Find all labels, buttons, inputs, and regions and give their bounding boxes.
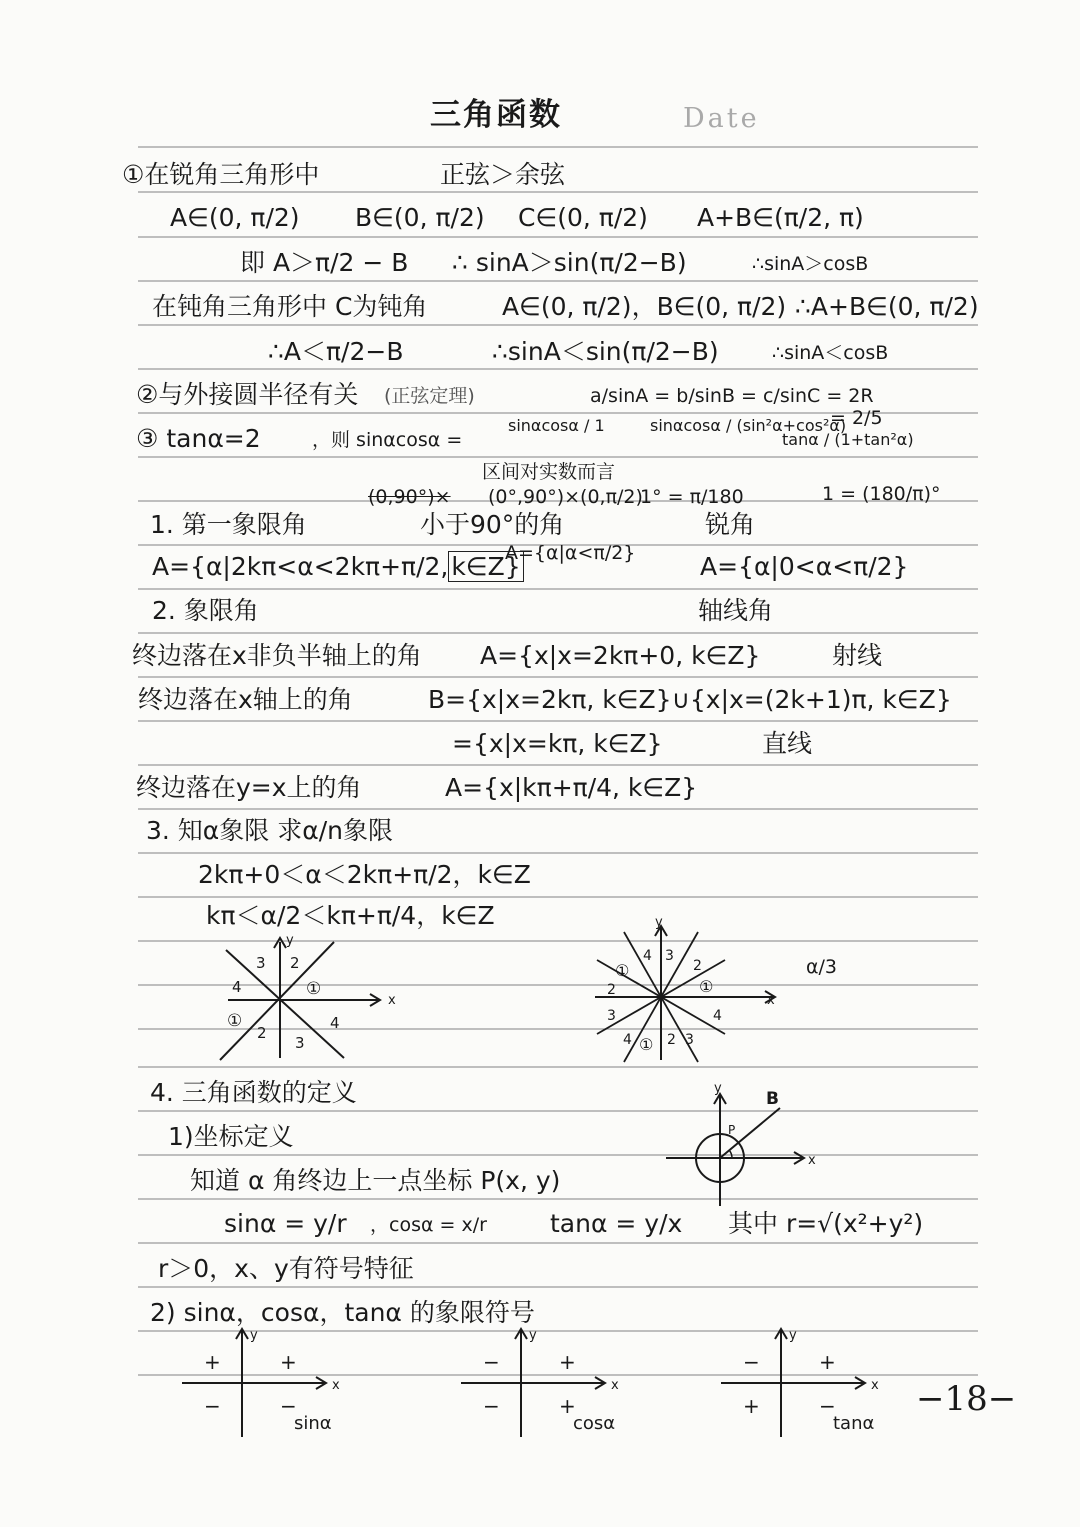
sign-chart-label: sinα	[294, 1413, 332, 1434]
region-label: 4	[330, 1014, 340, 1032]
definition-sub1: 1)坐标定义	[168, 1122, 294, 1151]
sin-step: ∴ sinA＞sin(π/2−B)	[452, 248, 687, 277]
half-angle-ineq2: kπ＜α/2＜kπ+π/4，k∈Z	[206, 901, 495, 930]
section3-then: ，则 sinαcosα =	[312, 429, 463, 451]
x-label: x	[808, 1153, 816, 1168]
region-label: 3	[607, 1008, 616, 1024]
deduce-line: 即 A＞π/2 − B	[240, 248, 409, 277]
point-text: 知道 α 角终边上一点坐标 P(x, y)	[190, 1166, 561, 1195]
third-angle-figure	[585, 910, 795, 1070]
page-title: 三角函数	[430, 97, 562, 133]
quadrant-sign: −	[819, 1394, 836, 1418]
degree-struck: (0,90°)×	[368, 486, 451, 508]
sign-chart-label: tanα	[833, 1413, 875, 1434]
expr-2: sinαcosα / (sin²α+cos²α)	[650, 416, 847, 435]
sign-chart	[455, 1325, 625, 1440]
obtuse-deduce: ∴A＜π/2−B	[268, 337, 404, 366]
expr-3: tanα / (1+tan²α)	[782, 430, 914, 449]
row1-set: A={x|x=2kπ+0, k∈Z}	[480, 641, 761, 670]
quadrant-sign: +	[819, 1350, 836, 1374]
quadrant-sign: −	[204, 1394, 221, 1418]
definition-sub2: 2) sinα，cosα，tanα 的象限符号	[150, 1298, 535, 1327]
sin-def: sinα = y/r	[224, 1209, 347, 1238]
page-number: −18−	[916, 1379, 1017, 1419]
less-than-90: 小于90°的角	[420, 510, 565, 539]
quadrant-sign: +	[280, 1350, 297, 1374]
axis-label: 轴线角	[698, 596, 774, 625]
cos-def: ，cosα = x/r	[370, 1214, 487, 1236]
obtuse-sum: ∴A+B∈(0, π/2)	[795, 292, 979, 321]
region-label: 2	[257, 1024, 267, 1042]
region-label: 3	[256, 954, 266, 972]
x-label: x	[332, 1378, 340, 1393]
row1-note: 射线	[832, 641, 883, 670]
region-label: 4	[232, 978, 242, 996]
quadrant-sign: −	[483, 1350, 500, 1374]
obtuse-result: ∴sinA＜cosB	[772, 342, 889, 364]
region-label: ①	[639, 1035, 654, 1054]
half-angle-ineq1: 2kπ+0＜α＜2kπ+π/2，k∈Z	[198, 860, 531, 889]
point-p-label: P	[728, 1123, 736, 1137]
section2-note: (正弦定理)	[384, 385, 475, 407]
region-label: ①	[615, 961, 630, 980]
one-radian: 1 = (180/π)°	[822, 483, 941, 505]
one-degree: 1° = π/180	[640, 486, 744, 508]
region-label: ①	[699, 977, 714, 996]
x-label: x	[767, 993, 775, 1008]
sine-law-formula: a/sinA = b/sinB = c/sinC = 2R	[590, 385, 874, 407]
sign-chart-label: cosα	[573, 1413, 616, 1434]
unit-circle-figure	[662, 1082, 822, 1212]
region-label: 4	[713, 1008, 722, 1024]
region-label: ①	[306, 979, 322, 999]
section1-heading: ①在锐角三角形中	[122, 160, 320, 189]
half-angle-heading: 3. 知α象限 求α/n象限	[146, 816, 393, 845]
quadrant-sign: −	[280, 1394, 297, 1418]
x-label: x	[388, 993, 396, 1008]
axis-heading: 2. 象限角	[152, 596, 259, 625]
section3-given: ③ tanα=2	[136, 424, 261, 453]
quadrant-sign: +	[559, 1350, 576, 1374]
domain-b: B∈(0, π/2)	[355, 203, 485, 232]
region-label: 2	[693, 958, 702, 974]
region-label: 2	[607, 982, 616, 998]
region-label: 3	[295, 1034, 305, 1052]
tan-def: tanα = y/x	[550, 1209, 683, 1238]
sign-chart	[176, 1325, 346, 1440]
degree-caption: 区间对实数而言	[482, 461, 616, 483]
y-label: y	[789, 1328, 797, 1343]
angle-arc	[729, 1150, 732, 1158]
x-label: x	[611, 1378, 619, 1393]
quadrant-sign: −	[483, 1394, 500, 1418]
quadrant-sign: +	[743, 1394, 760, 1418]
set-first-k: k∈Z}	[448, 551, 523, 582]
quadrant-sign: +	[559, 1394, 576, 1418]
y-label: y	[529, 1328, 537, 1343]
row3-label: 终边落在y=x上的角	[136, 773, 362, 802]
set-first-main: A={α|2kπ<α<2kπ+π/2,	[152, 552, 449, 581]
diagonal-1	[226, 950, 344, 1058]
obtuse-domains: A∈(0, π/2)，B∈(0, π/2)	[502, 292, 787, 321]
region-label: 2	[290, 954, 300, 972]
expr-1: sinαcosα / 1	[508, 416, 605, 435]
row2-label: 终边落在x轴上的角	[138, 685, 353, 714]
obtuse-heading: 在钝角三角形中 C为钝角	[152, 292, 428, 321]
row2-note: 直线	[762, 729, 813, 758]
row3-set: A={x|kπ+π/4, k∈Z}	[445, 773, 698, 802]
x-label: x	[871, 1378, 879, 1393]
region-label: 2	[667, 1032, 676, 1048]
region-label: 3	[685, 1032, 694, 1048]
quadrant-sign: −	[743, 1350, 760, 1374]
region-label: 3	[665, 948, 674, 964]
sin-result: ∴sinA＞cosB	[752, 253, 869, 275]
sign-note: r＞0，x、y有符号特征	[158, 1254, 414, 1283]
obtuse-sin-step: ∴sinA＜sin(π/2−B)	[492, 337, 719, 366]
row2-set2: ={x|x=kπ, k∈Z}	[452, 729, 663, 758]
sign-chart	[715, 1325, 885, 1440]
y-label: y	[655, 915, 663, 930]
region-label: 4	[643, 948, 652, 964]
quadrant-heading: 1. 第一象限角	[150, 510, 307, 539]
acute-label: 锐角	[705, 510, 756, 539]
alpha-over-3: α/3	[806, 956, 838, 978]
row1-label: 终边落在x非负半轴上的角	[132, 641, 422, 670]
section2-heading: ②与外接圆半径有关	[136, 380, 359, 409]
sum-ab: A+B∈(π/2, π)	[697, 203, 864, 232]
section1-relation: 正弦＞余弦	[440, 160, 566, 189]
degree-interval: (0°,90°)×(0,π/2)	[488, 486, 643, 508]
domain-c: C∈(0, π/2)	[518, 203, 648, 232]
expr-result: = 2/5	[830, 407, 883, 429]
half-angle-figure	[210, 930, 400, 1065]
y-label: y	[714, 1081, 722, 1096]
definition-heading: 4. 三角函数的定义	[150, 1078, 357, 1107]
region-label: 4	[623, 1032, 632, 1048]
date-label: Date	[683, 103, 760, 134]
set-less-90: A={α|α<π/2}	[505, 542, 636, 564]
quadrant-sign: +	[204, 1350, 221, 1374]
set-first-quadrant	[152, 552, 524, 582]
r-def: 其中 r=√(x²+y²)	[728, 1209, 924, 1238]
region-label: ①	[227, 1011, 243, 1031]
point-b-label: B	[766, 1089, 779, 1109]
row2-set: B={x|x=2kπ, k∈Z}∪{x|x=(2k+1)π, k∈Z}	[428, 685, 952, 714]
y-label: y	[250, 1328, 258, 1343]
y-label: y	[286, 933, 294, 948]
set-acute: A={α|0<α<π/2}	[700, 552, 909, 581]
domain-a: A∈(0, π/2)	[170, 203, 300, 232]
